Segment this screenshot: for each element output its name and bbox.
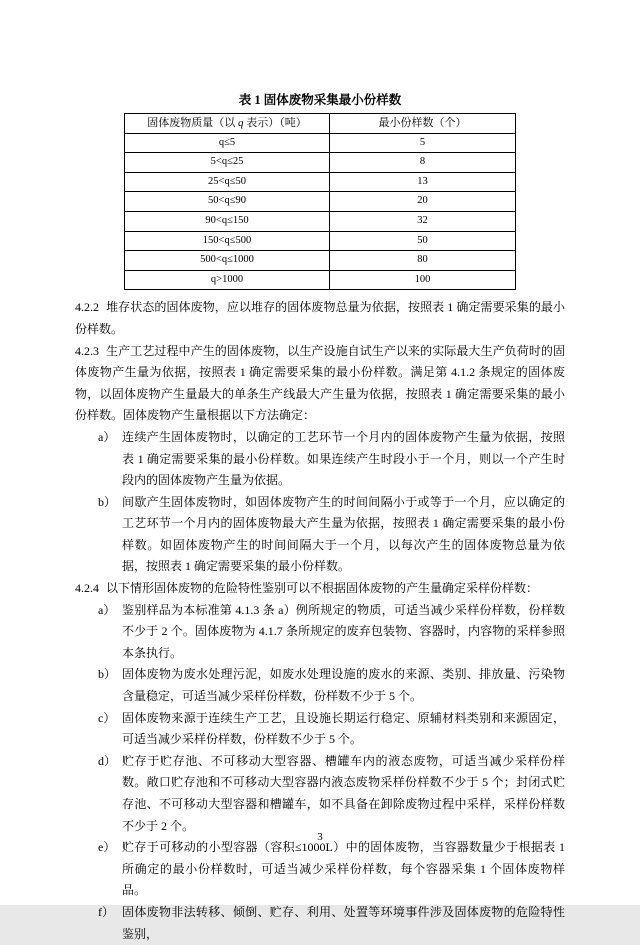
clause-4-2-3 [75, 341, 565, 427]
list-item-marker: c） [98, 710, 116, 725]
list-item-marker: b） [98, 667, 117, 682]
clause-number: 4.2.4 [75, 581, 99, 596]
clause-text: 生产工艺过程中产生的固体废物，以生产设施自试生产以来的实际最大生产负荷时的固体废物产生量为依据，按照表 1 确定需要采集的最小份样数。满足第 4.1.2 条规定的固体废物，以固体废物产生量最大的单条生产线最大产生量为依据，按照表 1 确定需要采集的最小份样数。固体废物产生量根据以下方法确定： [75, 343, 565, 423]
sample-count-cell: 80 [330, 251, 516, 271]
list-item-marker: f） [98, 904, 114, 919]
list-item-4-2-4-e [75, 837, 565, 902]
list-item-4-2-4-b [75, 664, 565, 707]
sample-count-cell: 13 [330, 172, 516, 192]
sample-count-cell: 20 [330, 192, 516, 212]
table-row [125, 231, 516, 251]
list-item-4-2-4-c [75, 708, 565, 751]
table-row [125, 211, 516, 231]
list-item-text: 贮存于贮存池、不可移动大型容器、槽罐车内的液态废物，可适当减少采样份样数。敞口贮存池和不可移动大型容器内液态废物采样份样数不少于 5 个；封闭式贮存池、不可移动大型容器和槽罐车，如不具备在卸除废物过程中采样，采样份样数不少于 2 个。 [122, 753, 565, 833]
sample-count-cell: 8 [330, 153, 516, 173]
list-item-text: 固体废物为废水处理污泥，如废水处理设施的废水的来源、类别、排放量、污染物含量稳定，可适当减少采样份样数，份样数不少于 5 个。 [122, 667, 565, 704]
clause-number: 4.2.2 [75, 300, 99, 315]
table-row [125, 153, 516, 173]
list-item-text: 固体废物来源于连续生产工艺，且设施长期运行稳定、原辅材料类别和来源固定，可适当减少采样份样数，份样数不少于 5 个。 [122, 710, 565, 747]
mass-range-cell: 5<q≤25 [125, 153, 330, 173]
sample-count-cell: 100 [330, 270, 516, 290]
mass-range-cell: 50<q≤90 [125, 192, 330, 212]
mass-range-cell: q≤5 [125, 133, 330, 153]
list-item-text: 连续产生固体废物时，以确定的工艺环节一个月内的固体废物产生量为依据，按照表 1 确定需要采集的最小份样数。如果连续产生时段小于一个月，则以一个产生时段内的固体废物产生量为依据。 [122, 429, 565, 488]
clauses-body [75, 297, 565, 945]
list-item-text: 固体废物非法转移、倾倒、贮存、利用、处置等环境事件涉及固体废物的危险特性鉴别， [122, 904, 565, 941]
table-header-count: 最小份样数（个） [330, 114, 516, 134]
table-row [125, 270, 516, 290]
mass-range-cell: 25<q≤50 [125, 172, 330, 192]
list-item-4-2-4-d [75, 751, 565, 837]
mass-range-cell: q>1000 [125, 270, 330, 290]
header-mass-suffix: 表示）（吨） [243, 116, 307, 129]
list-item-4-2-3-a [75, 427, 565, 492]
page-number: 3 [317, 831, 323, 843]
sample-count-cell: 5 [330, 133, 516, 153]
clause-4-2-4 [75, 578, 565, 600]
header-mass-variable: q [238, 116, 244, 129]
table-title: 表 1 固体废物采集最小份样数 [238, 93, 402, 107]
mass-range-cell: 500<q≤1000 [125, 251, 330, 271]
sample-count-cell: 32 [330, 211, 516, 231]
clause-number: 4.2.3 [75, 343, 99, 358]
page-content [75, 93, 565, 945]
table-header-row [125, 114, 516, 134]
list-item-marker: a） [98, 602, 116, 617]
list-item-4-2-4-f [75, 902, 565, 945]
table-row [125, 192, 516, 212]
mass-range-cell: 90<q≤150 [125, 211, 330, 231]
list-item-marker: b） [98, 494, 117, 509]
table-row [125, 172, 516, 192]
list-item-text: 鉴别样品为本标准第 4.1.3 条 a）例所规定的物质，可适当减少采样份样数，份样数不少于 2 个。固体废物为 4.1.7 条所规定的废弃包装物、容器时，内容物的采样参照本条执行。 [122, 602, 565, 660]
table-row [125, 133, 516, 153]
mass-range-cell: 150<q≤500 [125, 231, 330, 251]
table-row [125, 251, 516, 271]
list-item-4-2-3-b [75, 492, 565, 578]
list-item-text: 间歇产生固体废物时，如固体废物产生的时间间隔小于或等于一个月，应以确定的工艺环节一个月内的固体废物最大产生量为依据，按照表 1 确定需要采集的最小份样数。如固体废物产生的时间间隔大于一个月，以每次产生的固体废物总量为依据，按照表 1 确定需要采集的最小份样数。 [122, 494, 565, 574]
list-item-marker: e） [98, 840, 116, 855]
table-header-mass [125, 114, 330, 134]
clause-text: 堆存状态的固体废物，应以堆存的固体废物总量为依据，按照表 1 确定需要采集的最小份样数。 [75, 300, 565, 336]
clause-4-2-2 [75, 297, 565, 340]
clause-text: 以下情形固体废物的危险特性鉴别可以不根据固体废物的产生量确定采样份样数： [106, 581, 539, 596]
min-sample-count-table [124, 113, 516, 290]
sample-count-cell: 50 [330, 231, 516, 251]
list-item-4-2-4-a [75, 600, 565, 665]
list-item-marker: a） [98, 429, 116, 444]
header-mass-prefix: 固体废物质量（以 [147, 116, 238, 129]
list-item-text: 贮存于可移动的小型容器（容积≤1000L）中的固体废物，当容器数量少于根据表 1 所确定的最小份样数时，可适当减少采样份样数，每个容器采集 1 个固体废物样品。 [122, 840, 565, 898]
list-item-marker: d） [98, 753, 117, 768]
